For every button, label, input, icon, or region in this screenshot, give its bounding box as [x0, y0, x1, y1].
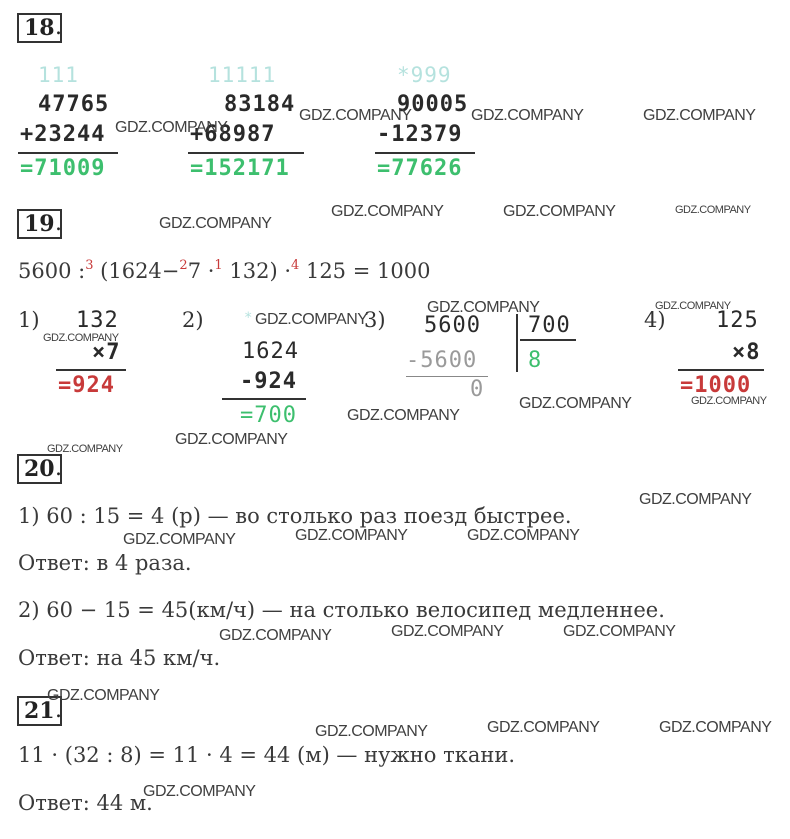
operand-a: 132	[76, 308, 119, 333]
operand-b: +23244	[20, 122, 106, 147]
solution-line: 2) 60 − 15 = 45(км/ч) — на столько велосипед медленнее.	[18, 598, 665, 622]
watermark: GDZ.COMPANY	[503, 203, 616, 220]
remainder: 0	[470, 377, 485, 402]
watermark: GDZ.COMPANY	[143, 783, 256, 800]
watermark: GDZ.COMPANY	[391, 623, 504, 640]
watermark: GDZ.COMPANY	[659, 719, 772, 736]
sum-line	[188, 152, 304, 154]
expr-part: 7 ·	[187, 259, 215, 283]
solution-line: 11 · (32 : 8) = 11 · 4 = 44 (м) — нужно ткани.	[18, 743, 516, 767]
carry-digits: 11111	[208, 63, 277, 87]
result: =152171	[190, 156, 290, 181]
division-bracket	[516, 314, 518, 372]
watermark: GDZ.COMPANY	[331, 203, 444, 220]
watermark: GDZ.COMPANY	[159, 215, 272, 232]
carry-digits: 111	[38, 63, 79, 87]
result: =924	[58, 373, 115, 398]
watermark: GDZ.COMPANY	[255, 311, 368, 328]
watermark: GDZ.COMPANY	[295, 527, 408, 544]
operand-b: ×8	[732, 340, 761, 365]
watermark: GDZ.COMPANY	[43, 332, 119, 344]
result: =77626	[377, 156, 463, 181]
operand-a: 1624	[242, 339, 299, 364]
expr-part: 5600 :	[18, 259, 86, 283]
watermark: GDZ.COMPANY	[563, 623, 676, 640]
watermark: GDZ.COMPANY	[643, 107, 756, 124]
expr-part: (1624−	[93, 259, 180, 283]
watermark: GDZ.COMPANY	[519, 395, 632, 412]
operand-b: -12379	[377, 122, 463, 147]
answer-line: Ответ: на 45 км/ч.	[18, 646, 221, 670]
watermark: GDZ.COMPANY	[655, 300, 731, 312]
result: =1000	[680, 373, 752, 398]
divisor-line	[520, 339, 576, 341]
operand-b: +68987	[190, 122, 276, 147]
task-number-19: 19	[17, 209, 62, 239]
solution-line: 1) 60 : 15 = 4 (р) — во столько раз поезд быстрее.	[18, 504, 572, 528]
task-number-dot: .	[55, 211, 62, 236]
watermark: GDZ.COMPANY	[299, 107, 412, 124]
operand-a: 47765	[38, 92, 110, 117]
watermark: GDZ.COMPANY	[47, 443, 123, 455]
step-label: 1)	[18, 308, 40, 332]
task-number-18: 18	[17, 13, 62, 43]
watermark: GDZ.COMPANY	[471, 107, 584, 124]
expr-part: 132) ·	[222, 259, 291, 283]
step-label: 3)	[364, 308, 386, 332]
answer-line: Ответ: 44 м.	[18, 791, 153, 815]
result: =700	[240, 403, 297, 428]
result: =71009	[20, 156, 106, 181]
product-line	[678, 369, 764, 371]
watermark: GDZ.COMPANY	[487, 719, 600, 736]
sum-line	[375, 152, 475, 154]
operand-a: 125	[716, 308, 759, 333]
step-label: 2)	[182, 308, 204, 332]
watermark: GDZ.COMPANY	[675, 204, 751, 216]
watermark: GDZ.COMPANY	[175, 431, 288, 448]
watermark: GDZ.COMPANY	[467, 527, 580, 544]
watermark: GDZ.COMPANY	[691, 395, 767, 407]
operand-b: ×7	[92, 340, 121, 365]
watermark: GDZ.COMPANY	[219, 627, 332, 644]
watermark: GDZ.COMPANY	[347, 407, 460, 424]
step-marker: 4	[291, 258, 300, 273]
watermark: GDZ.COMPANY	[47, 687, 160, 704]
watermark: GDZ.COMPANY	[123, 531, 236, 548]
sum-line	[18, 152, 118, 154]
watermark: GDZ.COMPANY	[639, 491, 752, 508]
task-number-20: 20	[17, 454, 62, 484]
watermark: GDZ.COMPANY	[115, 119, 228, 136]
difference-line	[222, 398, 306, 400]
task-number-dot: .	[55, 15, 62, 40]
quotient: 8	[528, 348, 543, 373]
dividend: 5600	[424, 313, 481, 338]
watermark: GDZ.COMPANY	[427, 299, 540, 316]
task-number-21: 21	[17, 696, 62, 726]
task-number-dot: .	[55, 456, 62, 481]
borrow-mark: *	[244, 310, 254, 326]
step-marker: 3	[85, 258, 94, 273]
task-number-dot: .	[55, 698, 62, 723]
carry-digits: *999	[397, 63, 452, 87]
step-label: 4)	[644, 308, 666, 332]
operand-a: 83184	[224, 92, 296, 117]
subtrahend: -5600	[406, 348, 478, 373]
watermark: GDZ.COMPANY	[315, 723, 428, 740]
product-line	[56, 369, 126, 371]
expr-part: 125 = 1000	[299, 259, 431, 283]
operand-a: 90005	[397, 92, 469, 117]
answer-line: Ответ: в 4 раза.	[18, 551, 192, 575]
order-of-operations-expression	[18, 258, 430, 283]
step-marker: 1	[214, 258, 223, 273]
operand-b: -924	[240, 369, 297, 394]
step-marker: 2	[179, 258, 188, 273]
divisor: 700	[528, 313, 571, 338]
